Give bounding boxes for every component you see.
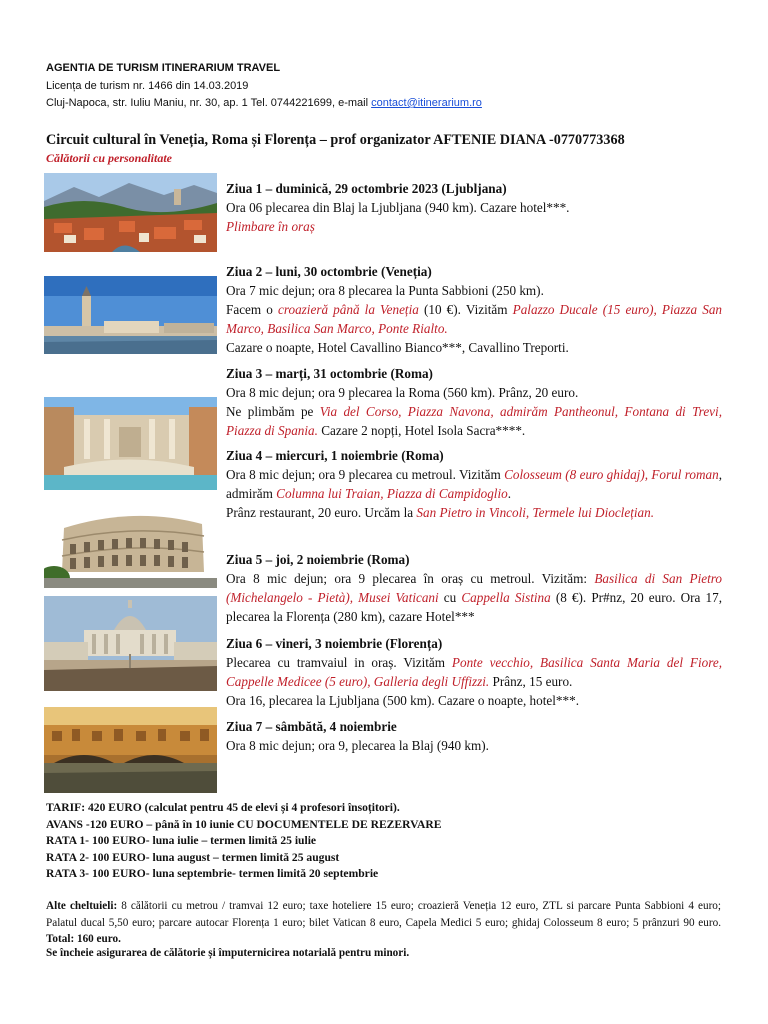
day-text: (8 €). Pr#nz, 20 euro. Ora 17, plecarea la Florența (280 km), cazare Hotel*** bbox=[226, 590, 722, 624]
day-paragraph bbox=[226, 402, 722, 440]
day-highlight: Colosseum (8 euro ghidaj), Forul roman bbox=[504, 467, 719, 482]
day-highlight: Basilica di San Pietro (Michelangelo - Pietà), Musei Vaticani bbox=[226, 571, 722, 605]
page-title: Circuit cultural în Veneția, Roma și Florența – prof organizator AFTENIE DIANA -0770773368 bbox=[46, 132, 625, 148]
day-2 bbox=[226, 262, 722, 357]
agency-license: Licența de turism nr. 1466 din 14.03.2019 bbox=[46, 79, 249, 92]
day-heading: Ziua 6 – vineri, 3 noiembrie (Florența) bbox=[226, 636, 443, 651]
day-heading: Ziua 1 – duminică, 29 octombrie 2023 (Ljubljana) bbox=[226, 181, 507, 196]
colosseum-photo bbox=[44, 500, 217, 588]
extra-costs bbox=[46, 898, 721, 948]
day-heading: Ziua 3 – marți, 31 octombrie (Roma) bbox=[226, 366, 433, 381]
day-4 bbox=[226, 446, 722, 522]
day-text: Prânz restaurant, 20 euro. Urcăm la bbox=[226, 505, 417, 520]
day-text: Ora 7 mic dejun; ora 8 plecarea la Punta Sabbioni (250 km). bbox=[226, 283, 544, 298]
day-heading: Ziua 5 – joi, 2 noiembrie (Roma) bbox=[226, 552, 410, 567]
extra-costs-total: Total: 160 euro. bbox=[46, 933, 121, 945]
day-text: Cazare o noapte, Hotel Cavallino Bianco***, Cavallino Treporti. bbox=[226, 340, 569, 355]
day-5 bbox=[226, 550, 722, 626]
page-subtitle: Călătorii cu personalitate bbox=[46, 151, 173, 165]
day-highlight: Ponte vecchio, Basilica Santa Maria del Fiore, Cappelle Medicee (5 euro), Galleria degli Uffizzi. bbox=[226, 655, 722, 689]
trevi-fountain-photo bbox=[44, 397, 217, 490]
day-text: Plecarea cu tramvaiul in oraș. Vizităm bbox=[226, 655, 452, 670]
day-heading: Ziua 7 – sâmbătă, 4 noiembrie bbox=[226, 719, 397, 734]
day-highlight: Columna lui Traian, Piazza di Campidoglio bbox=[276, 486, 508, 501]
extra-costs-text: 8 călătorii cu metrou / tramvai 12 euro; taxe hoteliere 15 euro; croazieră Veneția 12 euro, ZTL si parcare Punta Sabbioni 4 euro; Palatul ducal 5,50 euro; parcare autocar Florența 1 euro; bilet Vatican 8 euro, Capela Medici 5 euro; ghidaj Colosseum 8 euro; 5 prânzuri 90 euro. bbox=[46, 900, 721, 929]
day-6 bbox=[226, 634, 722, 710]
day-text: . bbox=[507, 486, 512, 501]
day-text: (10 €). Vizităm bbox=[418, 302, 513, 317]
day-paragraph bbox=[226, 300, 722, 338]
day-paragraph bbox=[226, 569, 722, 626]
agency-name: AGENTIA DE TURISM ITINERARIUM TRAVEL bbox=[46, 62, 281, 74]
pricing-line: AVANS -120 EURO – până în 10 iunie CU DOCUMENTELE DE REZERVARE bbox=[46, 817, 442, 831]
day-highlight: Palazzo Ducale (15 euro), Piazza San Marco, Basilica San Marco, Ponte Rialto. bbox=[226, 302, 723, 336]
day-text: Ne plimbăm pe bbox=[226, 404, 320, 419]
day-paragraph bbox=[226, 503, 722, 522]
pricing-line: RATA 1- 100 EURO- luna iulie – termen limită 25 iulie bbox=[46, 834, 317, 847]
day-text: Facem o bbox=[226, 302, 278, 317]
email-link[interactable]: contact@itinerarium.ro bbox=[371, 97, 482, 109]
day-text: Ora 8 mic dejun; ora 9 plecarea la Roma (560 km). Prânz, 20 euro. bbox=[226, 385, 579, 400]
day-text: Cazare 2 nopți, Hotel Isola Sacra****. bbox=[317, 423, 526, 438]
st-peters-square-photo bbox=[44, 596, 217, 691]
day-highlight: croazieră până la Veneția bbox=[277, 302, 419, 317]
day-paragraph bbox=[226, 653, 722, 691]
agency-header bbox=[46, 60, 482, 113]
pricing-line: RATA 2- 100 EURO- luna august – termen limită 25 august bbox=[46, 850, 340, 864]
day-highlight: Cappella Sistina bbox=[461, 590, 551, 605]
insurance-note: Se încheie asigurarea de călătorie și împuternicirea notarială pentru minori. bbox=[46, 947, 410, 959]
day-heading: Ziua 4 – miercuri, 1 noiembrie (Roma) bbox=[226, 448, 444, 463]
address-text: Cluj-Napoca, str. Iuliu Maniu, nr. 30, ap. 1 Tel. 0744221699, e-mail bbox=[46, 97, 372, 109]
day-paragraph bbox=[226, 465, 722, 503]
agency-address bbox=[46, 95, 482, 113]
pricing-line: RATA 3- 100 EURO- luna septembrie- termen limită 20 septembrie bbox=[46, 867, 379, 880]
day-highlight: San Pietro in Vincoli, Termele lui Dioclețian. bbox=[416, 505, 655, 520]
day-text: Ora 16, plecarea la Ljubljana (500 km). Cazare o noapte, hotel***. bbox=[226, 693, 579, 708]
day-text: , admirăm bbox=[226, 467, 722, 501]
day-text: cu bbox=[438, 590, 462, 605]
day-text: Ora 8 mic dejun; ora 9 plecarea în oraș cu metroul. Vizităm: bbox=[226, 571, 595, 586]
ljubljana-photo bbox=[44, 173, 217, 252]
day-7 bbox=[226, 717, 722, 755]
ponte-vecchio-photo bbox=[44, 707, 217, 793]
day-text: Ora 8 mic dejun; ora 9, plecarea la Blaj (940 km). bbox=[226, 738, 489, 753]
day-heading: Ziua 2 – luni, 30 octombrie (Veneția) bbox=[226, 264, 432, 279]
day-highlight: Via del Corso, Piazza Navona, admirăm Pantheonul, Fontana di Trevi, Piazza di Spania. bbox=[226, 404, 722, 438]
extra-costs-label: Alte cheltuieli: bbox=[46, 900, 118, 912]
venice-photo bbox=[44, 276, 217, 354]
day-text: Ora 06 plecarea din Blaj la Ljubljana (940 km). Cazare hotel***. bbox=[226, 200, 570, 215]
day-1 bbox=[226, 179, 722, 236]
pricing-section bbox=[46, 800, 441, 883]
day-text: Ora 8 mic dejun; ora 9 plecarea cu metroul. Vizităm bbox=[226, 467, 505, 482]
day-highlight: Plimbare în oraș bbox=[226, 219, 315, 234]
day-3 bbox=[226, 364, 722, 440]
pricing-line: TARIF: 420 EURO (calculat pentru 45 de elevi și 4 profesori însoțitori). bbox=[46, 801, 400, 814]
day-text: Prânz, 15 euro. bbox=[489, 674, 573, 689]
